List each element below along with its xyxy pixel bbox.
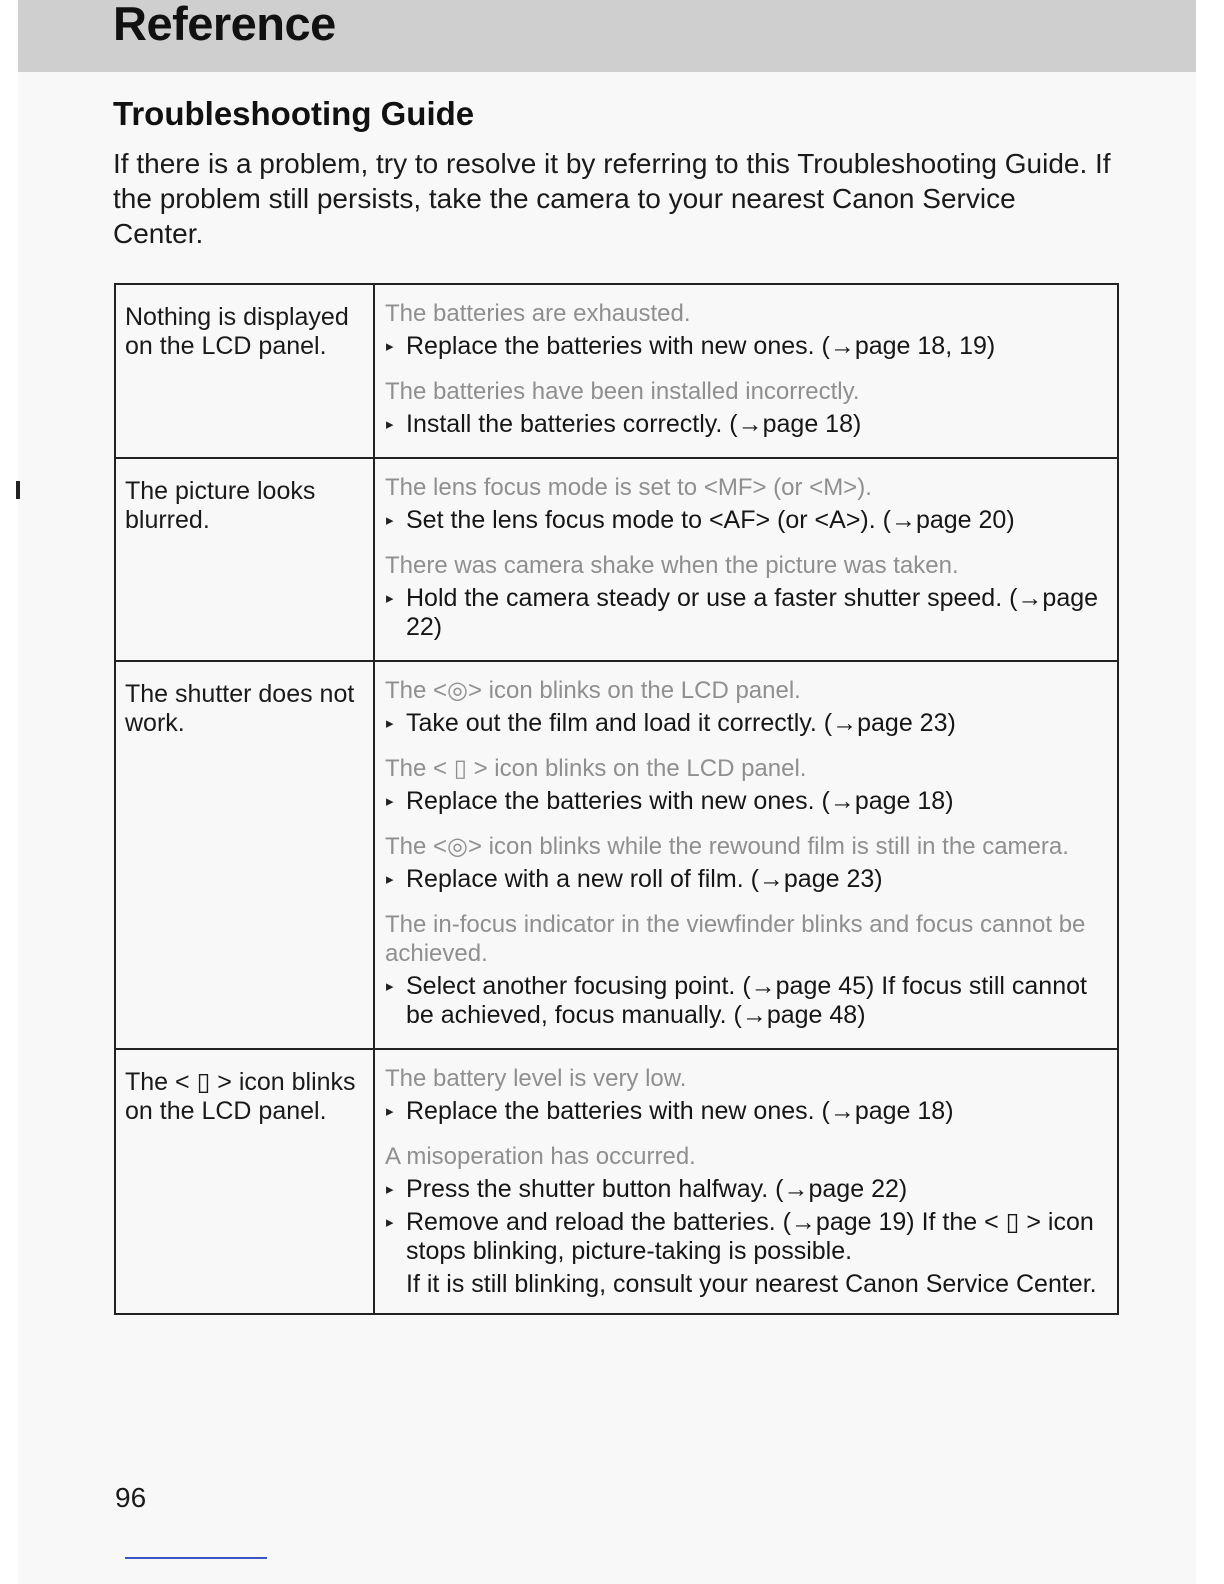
cause-text: The < ▯ > icon blinks on the LCD panel. [385,755,807,782]
remedy-item [385,1175,1107,1204]
cause-text: The battery level is very low. [385,1065,687,1092]
remedy-item [385,584,1107,642]
cause-block [385,832,1107,894]
cause-block [385,1064,1107,1126]
cause-block [385,754,1107,816]
remedy-text: Replace with a new roll of film. (→page 23) [406,865,883,893]
cause-block [385,299,1107,361]
remedy-note: If it is still blinking, consult your nearest Canon Service Center. [406,1270,1097,1298]
cause-text: There was camera shake when the picture was taken. [385,552,959,579]
remedy-item [385,1097,1107,1126]
table-row [115,458,1118,661]
solution-cell [374,661,1118,1049]
bullet-icon: ▸ [386,416,394,433]
page-header-title: Reference [113,0,336,50]
solution-cell [374,1049,1118,1314]
bottom-rule [125,1557,267,1559]
table-row [115,661,1118,1049]
table-row [115,284,1118,458]
page-number: 96 [115,1482,147,1513]
solution-cell [374,284,1118,458]
cause-text: The <◎> icon blinks on the LCD panel. [385,677,801,704]
bullet-icon: ▸ [386,978,394,995]
cause-text: The in-focus indicator in the viewfinder blinks and focus cannot be achieved. [385,911,1086,967]
cause-block [385,910,1107,1030]
bullet-icon: ▸ [386,1214,394,1231]
remedy-item [385,709,1107,738]
bullet-icon: ▸ [386,1103,394,1120]
remedy-item [385,787,1107,816]
margin-mark [16,481,20,499]
bullet-icon: ▸ [386,1181,394,1198]
cause-text: The lens focus mode is set to <MF> (or <M>). [385,474,872,501]
cause-text: The batteries are exhausted. [385,300,691,327]
bullet-icon: ▸ [386,590,394,607]
remedy-text: Replace the batteries with new ones. (→page 18) [406,1097,954,1125]
remedy-text: Replace the batteries with new ones. (→page 18, 19) [406,332,996,360]
remedy-item [385,410,1107,439]
remedy-text: Replace the batteries with new ones. (→page 18) [406,787,954,815]
remedy-item [385,332,1107,361]
problem-cell: The < ▯ > icon blinks on the LCD panel. [115,1049,374,1314]
remedy-text: Install the batteries correctly. (→page 18) [406,410,862,438]
section-title: Troubleshooting Guide [113,95,475,132]
bullet-icon: ▸ [386,715,394,732]
remedy-text: Hold the camera steady or use a faster shutter speed. (→page 22) [406,584,1099,641]
troubleshooting-table [114,283,1119,1315]
table-row [115,1049,1118,1314]
problem-cell: The shutter does not work. [115,661,374,1049]
cause-block [385,551,1107,642]
remedy-item [385,972,1107,1030]
remedy-item [385,1208,1107,1266]
bullet-icon: ▸ [386,793,394,810]
remedy-text: Remove and reload the batteries. (→page 19) If the < ▯ > icon stops blinking, picture-taking is possible. [406,1208,1094,1265]
remedy-text: Take out the film and load it correctly. (→page 23) [406,709,956,737]
cause-text: The batteries have been installed incorrectly. [385,378,860,405]
remedy-text: Press the shutter button halfway. (→page 22) [406,1175,908,1203]
remedy-item [385,506,1107,535]
bullet-icon: ▸ [386,338,394,355]
cause-text: A misoperation has occurred. [385,1143,696,1170]
cause-text: The <◎> icon blinks while the rewound film is still in the camera. [385,833,1069,860]
remedy-text: Select another focusing point. (→page 45) If focus still cannot be achieved, focus manually. (→page 48) [406,972,1087,1029]
cause-block [385,473,1107,535]
solution-cell [374,458,1118,661]
cause-block [385,676,1107,738]
remedy-item [385,865,1107,894]
cause-block [385,1142,1107,1299]
problem-cell: The picture looks blurred. [115,458,374,661]
problem-cell: Nothing is displayed on the LCD panel. [115,284,374,458]
cause-block [385,377,1107,439]
remedy-text: Set the lens focus mode to <AF> (or <A>). (→page 20) [406,506,1015,534]
bullet-icon: ▸ [386,871,394,888]
bullet-icon: ▸ [386,512,394,529]
intro-paragraph: If there is a problem, try to resolve it by referring to this Troubleshooting Guide. If the problem still persists, take the camera to your nearest Canon Service Center. [113,148,1111,249]
